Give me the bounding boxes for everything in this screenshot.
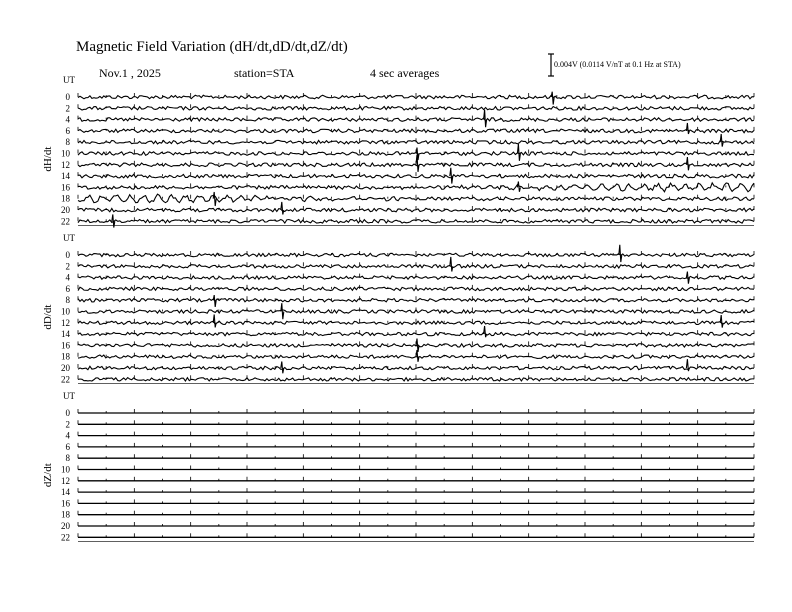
trace-line [78,310,754,313]
trace-spike [517,144,520,161]
panel-dH-dt [42,75,754,228]
chart-title: Magnetic Field Variation (dH/dt,dD/dt,dZ/dt) [76,39,348,55]
trace-line [78,287,754,290]
trace-label: 8 [65,295,70,306]
ut-label: UT [63,391,75,401]
trace-label: 10 [61,306,70,317]
panel-dZ-dt [42,391,754,542]
trace-label: 14 [61,487,70,498]
trace-label: 12 [61,317,70,328]
trace-label: 0 [65,92,70,102]
trace-label: 12 [61,159,70,170]
trace-label: 6 [65,283,70,294]
trace-spike [213,295,216,307]
trace-label: 8 [65,453,70,464]
averaging-label: 4 sec averages [370,66,440,80]
panel-ylabel: dD/dt [42,304,54,330]
trace-label: 22 [61,216,70,227]
trace-label: 10 [61,148,70,159]
scale-bar-label: 0.004V (0.0114 V/nT at 0.1 Hz at STA) [554,60,681,69]
trace-label: 12 [61,475,70,486]
trace-label: 20 [61,521,70,531]
trace-label: 6 [65,441,70,452]
trace-spike [281,303,284,319]
trace-line [78,276,754,279]
trace-label: 2 [65,261,70,272]
trace-label: 10 [61,464,70,475]
trace-label: 6 [65,125,70,136]
trace-label: 14 [61,329,70,340]
trace-line [78,220,754,224]
trace-label: 4 [65,114,70,125]
trace-spike [686,123,689,134]
trace-label: 18 [61,193,70,204]
ut-label: UT [63,233,75,243]
trace-spike [281,362,284,374]
trace-label: 2 [65,419,70,430]
trace-label: 0 [65,408,70,418]
trace-spike [281,202,284,215]
trace-label: 18 [61,351,70,362]
trace-spike [450,257,453,272]
panel-dD-dt [42,233,754,384]
trace-spike [551,92,554,105]
trace-label: 22 [61,532,70,543]
trace-label: 4 [65,430,70,441]
trace-label: 2 [65,103,70,114]
panel-ylabel: dZ/dt [42,463,54,488]
trace-label: 14 [61,171,70,182]
trace-spike [720,315,723,328]
trace-label: 16 [61,340,70,351]
trace-spike [213,315,216,328]
trace-label: 16 [61,182,70,193]
station-label: station=STA [234,66,295,80]
trace-spike [720,134,723,147]
ut-label: UT [63,75,75,85]
trace-label: 16 [61,498,70,509]
trace-label: 20 [61,363,70,373]
trace-label: 20 [61,205,70,215]
trace-spike [484,326,487,337]
scale-bar [548,54,554,76]
trace-spike [450,168,453,184]
trace-spike [686,272,689,284]
panel-ylabel: dH/dt [42,146,54,172]
trace-spike [213,192,216,206]
trace-label: 0 [65,250,70,260]
trace-spike [686,157,689,170]
trace-label: 8 [65,137,70,148]
trace-label: 22 [61,374,70,385]
trace-label: 4 [65,272,70,283]
trace-spike [619,245,622,262]
trace-label: 18 [61,509,70,520]
trace-spike [484,110,487,128]
date-label: Nov.1 , 2025 [99,66,161,80]
